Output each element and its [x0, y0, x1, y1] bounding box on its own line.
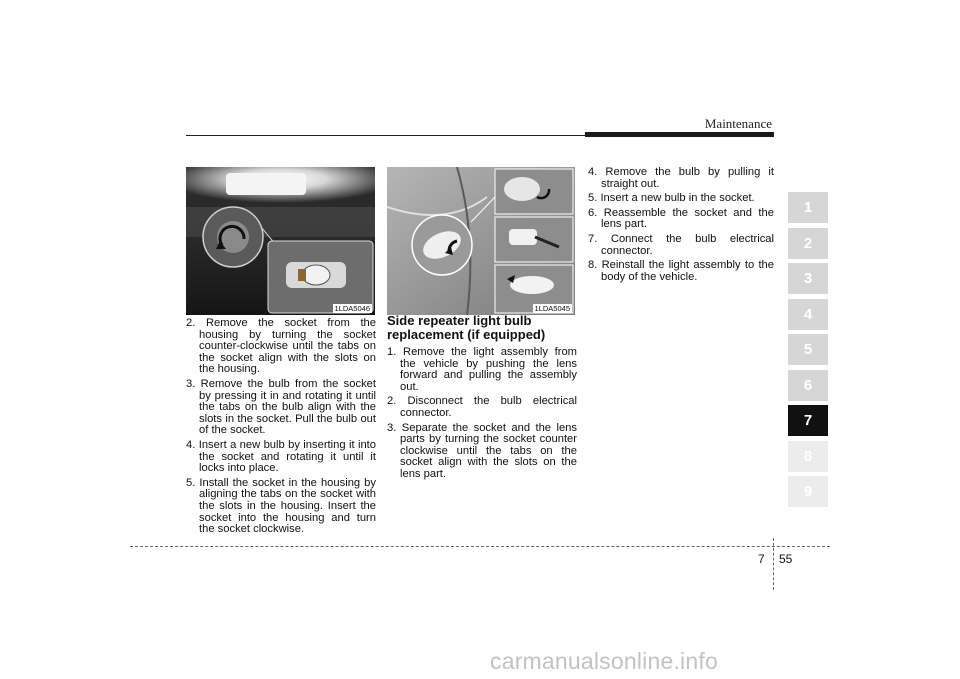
chapter-tab-2[interactable]: 2: [788, 228, 828, 259]
trunk-light-illustration: [186, 167, 375, 315]
footer-chapter-number: 7: [758, 552, 765, 566]
column-2: [387, 314, 577, 484]
step-item: 3. Remove the bulb from the socket by pressing it in and rotating it until the tabs on the bulb align with the slots in the socket. Pull the bulb out of the socket.: [186, 377, 376, 437]
step-item: 8. Reinstall the light assembly to the body of the vehicle.: [588, 259, 774, 283]
chapter-tabs: [788, 192, 828, 512]
page-header-title: Maintenance: [704, 116, 772, 131]
step-item: 6. Reassemble the socket and the lens part.: [588, 206, 774, 231]
step-item: 3. Separate the socket and the lens parts by turning the socket counter clockwise until the tabs on the socket align with the slots on the lens part.: [387, 421, 577, 480]
step-item: 5. Install the socket in the housing by aligning the tabs on the socket with the slots in the housing. Insert the socket into the housing and turn the socket clockwise.: [186, 476, 376, 536]
chapter-tab-1[interactable]: 1: [788, 192, 828, 223]
figure-side-repeater: [387, 167, 575, 315]
figure-trunk-light: [186, 167, 375, 315]
section-title: Side repeater light bulb replacement (if equipped): [387, 313, 546, 342]
step-item: 4. Remove the bulb by pulling it straight out.: [588, 166, 774, 190]
chapter-tab-3[interactable]: 3: [788, 263, 828, 294]
step-item: 1. Remove the light assembly from the vehicle by pushing the lens forward and pulling the assembly out.: [387, 346, 577, 393]
chapter-tab-5[interactable]: 5: [788, 334, 828, 365]
step-item: 5. Insert a new bulb in the socket.: [588, 192, 755, 205]
figure-code: 1LDA5045: [534, 304, 570, 313]
watermark: carmanualsonline.info: [490, 648, 718, 674]
column-1: [186, 318, 376, 539]
figure-code: 1LDA5046: [334, 304, 370, 313]
chapter-tab-4[interactable]: 4: [788, 299, 828, 330]
side-repeater-illustration: [387, 167, 575, 315]
step-item: 2. Disconnect the bulb electrical connector.: [387, 395, 577, 419]
chapter-tab-7[interactable]: 7: [788, 405, 828, 436]
chapter-tab-8[interactable]: 8: [788, 441, 828, 472]
footer-divider: [773, 538, 774, 590]
chapter-tab-9[interactable]: 9: [788, 476, 828, 507]
header-bar: [585, 132, 774, 137]
chapter-tab-6[interactable]: 6: [788, 370, 828, 401]
step-item: 7. Connect the bulb electrical connector.: [588, 232, 774, 257]
footer-rule: [130, 546, 830, 547]
step-item: 2. Remove the socket from the housing by turning the socket counter-clockwise until the tabs on the socket align with the slots on the housing.: [186, 317, 376, 376]
column-3: [588, 167, 774, 286]
footer-page-number: 55: [779, 552, 793, 566]
step-item: 4. Insert a new bulb by inserting it into the socket and rotating it until it locks into place.: [186, 438, 376, 475]
